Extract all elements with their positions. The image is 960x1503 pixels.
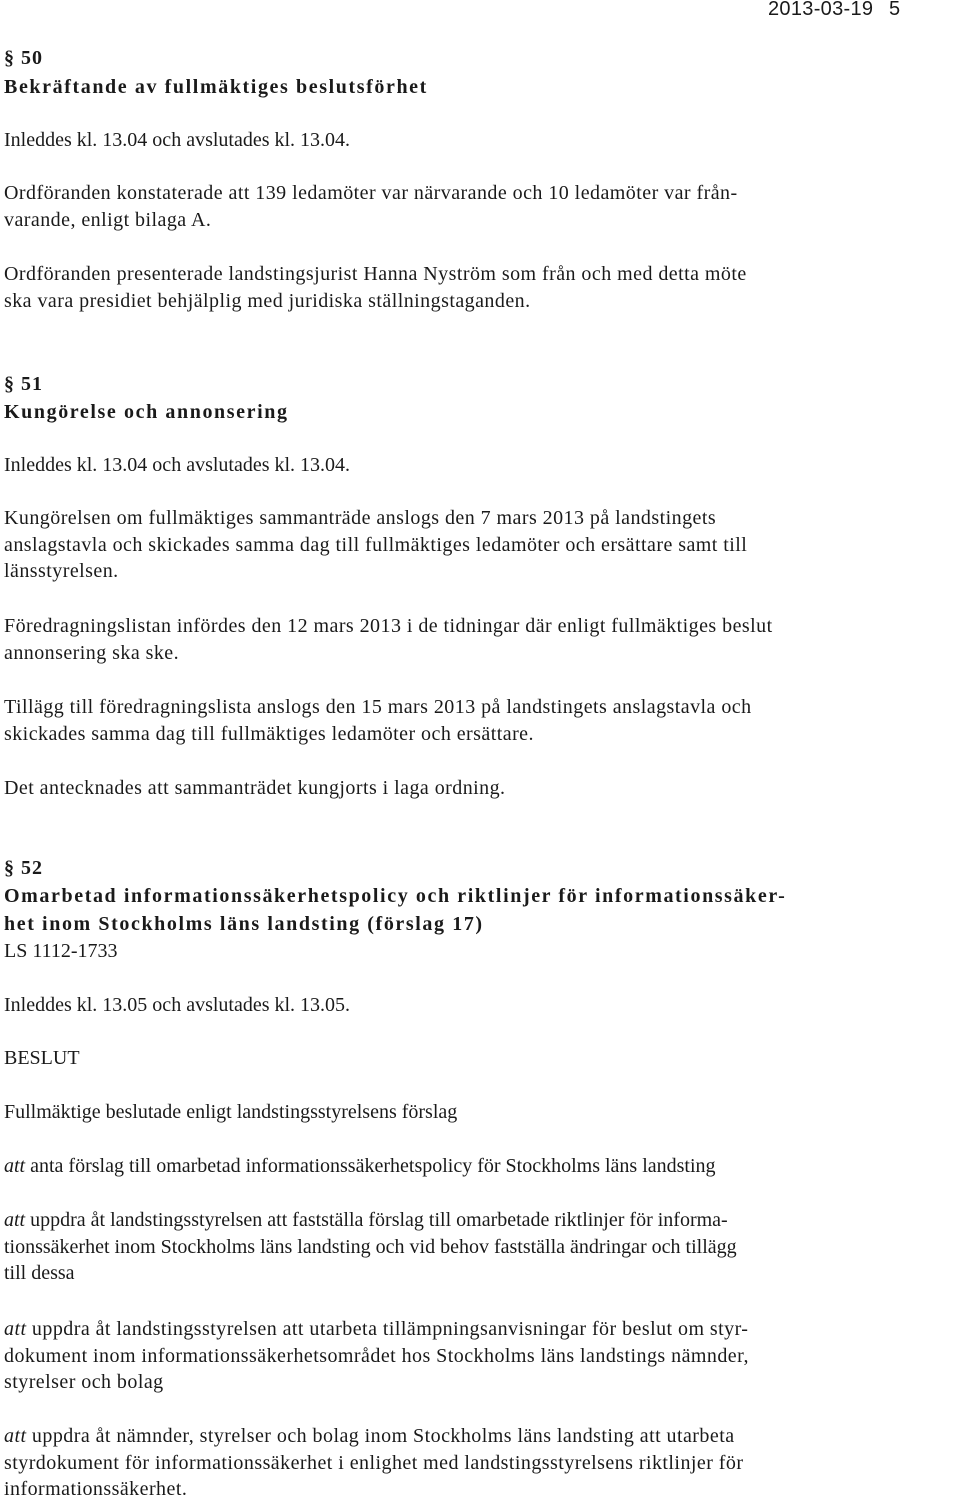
section-50-number <box>4 44 956 72</box>
decision-item-2 <box>4 1207 956 1287</box>
att-word: att <box>4 1425 27 1447</box>
section-number: 52 <box>21 857 43 879</box>
paragraph: Föredragningslistan infördes den 12 mars 2013 i de tidningar där enligt fullmäktiges beslut annonsering ska ske. <box>4 615 773 664</box>
section-title: Kungörelse och annonsering <box>4 401 289 423</box>
section-51-paragraph-1 <box>4 505 956 585</box>
decision-item-text: uppdra åt landstingsstyrelsen att utarbeta tillämpningsanvisningar för beslut om styr- dokument inom informationssäkerhetsområdet hos Stockholms läns landstings nämnder, styrelser och bolag <box>4 1318 749 1393</box>
paragraph: Ordföranden konstaterade att 139 ledamöter var närvarande och 10 ledamöter var från- varande, enligt bilaga A. <box>4 182 738 231</box>
section-number: 50 <box>21 47 43 69</box>
section-sign: § <box>4 47 15 69</box>
section-51-title <box>4 398 956 426</box>
att-word: att <box>4 1155 26 1177</box>
decision-intro: Fullmäktige beslutade enligt landstingsstyrelsens förslag <box>4 1101 458 1123</box>
section-52-number <box>4 854 956 882</box>
section-52-decision-heading <box>4 1045 956 1072</box>
paragraph: Det antecknades att sammanträdet kungjorts i laga ordning. <box>4 777 506 799</box>
decision-item-3 <box>4 1316 956 1396</box>
section-50-title <box>4 73 956 101</box>
session-time: Inleddes kl. 13.04 och avslutades kl. 13.04. <box>4 129 351 151</box>
section-51-number <box>4 370 956 398</box>
att-word: att <box>4 1318 27 1340</box>
att-word: att <box>4 1209 26 1231</box>
section-52-reference <box>4 938 956 965</box>
section-51-time <box>4 452 956 479</box>
section-50-paragraph-2 <box>4 261 956 314</box>
session-time: Inleddes kl. 13.04 och avslutades kl. 13.04. <box>4 454 351 476</box>
section-sign: § <box>4 373 15 395</box>
section-number: 51 <box>21 373 43 395</box>
section-52-time <box>4 992 956 1019</box>
case-reference: LS 1112-1733 <box>4 940 118 962</box>
decision-item-4 <box>4 1423 956 1503</box>
paragraph: Tillägg till föredragningslista anslogs den 15 mars 2013 på landstingets anslagstavla och skickades samma dag till fullmäktiges ledamöter och ersättare. <box>4 696 752 745</box>
decision-item-text: uppdra åt nämnder, styrelser och bolag inom Stockholms läns landsting att utarbeta styrdokument för informationssäkerhet i enlighet med landstingsstyrelsens riktlinjer för informationssäkerhet. <box>4 1425 744 1500</box>
decision-item-text: uppdra åt landstingsstyrelsen att fastställa förslag till omarbetade riktlinjer för informa- tionssäkerhet inom Stockholms läns landsting och vid behov fastställa ändringar och tillägg till dessa <box>4 1209 737 1284</box>
section-sign: § <box>4 857 15 879</box>
section-50-paragraph-1 <box>4 180 956 233</box>
session-time: Inleddes kl. 13.05 och avslutades kl. 13.05. <box>4 994 351 1016</box>
section-52-title <box>4 882 956 938</box>
decision-item-1 <box>4 1153 956 1180</box>
paragraph: Kungörelsen om fullmäktiges sammanträde anslogs den 7 mars 2013 på landstingets anslagstavla och skickades samma dag till fullmäktiges ledamöter och ersättare samt till länsstyrelsen. <box>4 507 748 582</box>
section-52-decision-intro <box>4 1099 956 1126</box>
section-51-paragraph-3 <box>4 694 956 747</box>
section-50-time <box>4 127 956 154</box>
decision-item-text: anta förslag till omarbetad informationssäkerhetspolicy för Stockholms läns landsting <box>25 1155 716 1177</box>
page-number: 5 <box>889 0 901 20</box>
decision-heading: BESLUT <box>4 1047 80 1069</box>
paragraph: Ordföranden presenterade landstingsjurist Hanna Nyström som från och med detta möte ska vara presidiet behjälplig med juridiska ställningstaganden. <box>4 263 747 312</box>
section-title: Omarbetad informationssäkerhetspolicy och riktlinjer för informationssäker- het inom Stockholms läns landsting (förslag 17) <box>4 885 787 935</box>
section-title: Bekräftande av fullmäktiges beslutsförhet <box>4 76 428 98</box>
section-51-paragraph-4 <box>4 775 956 802</box>
header-date: 2013-03-19 <box>768 0 874 20</box>
section-51-paragraph-2 <box>4 613 956 666</box>
